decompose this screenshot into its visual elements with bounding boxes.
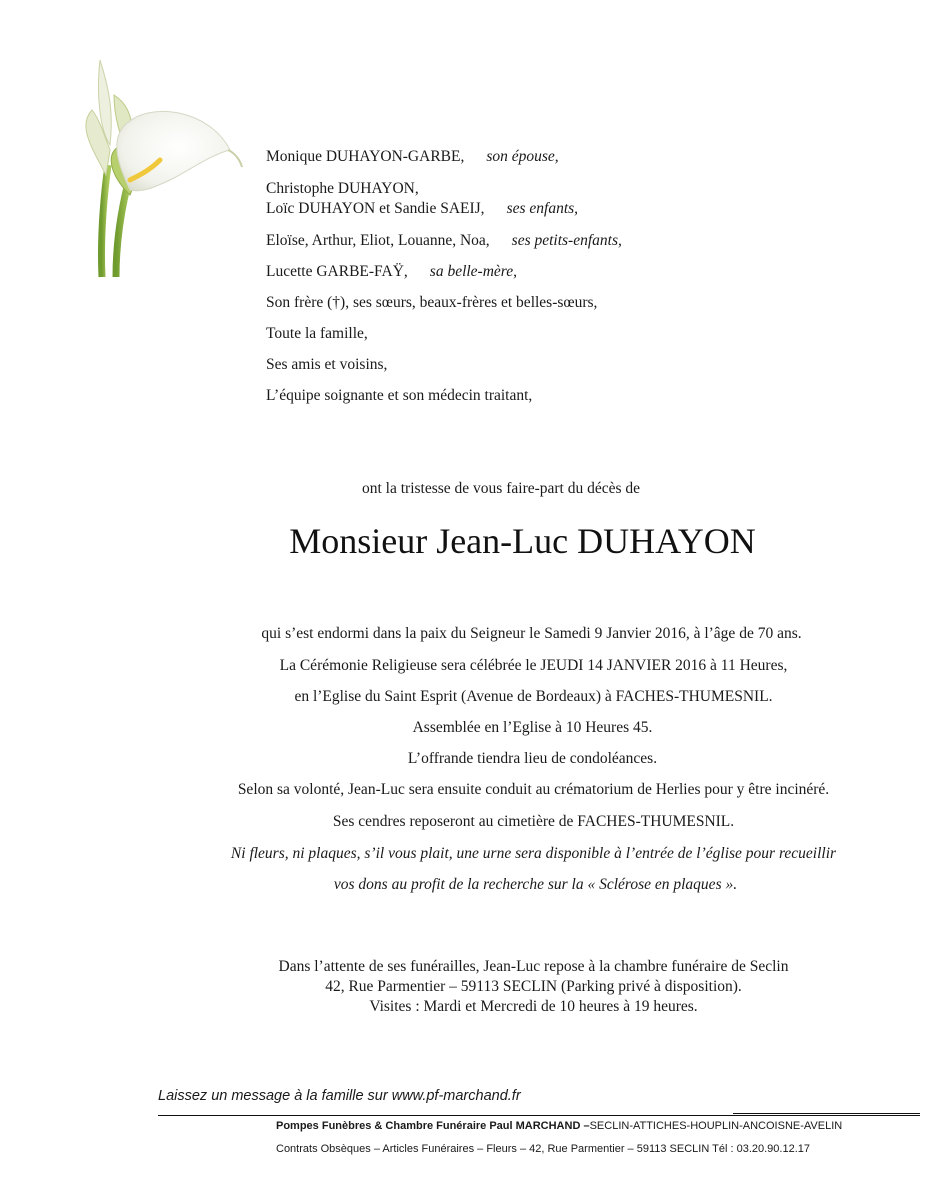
family-entry: Monique DUHAYON-GARBE, son épouse,	[266, 148, 559, 165]
footer-divider	[158, 1115, 920, 1116]
family-entry: Lucette GARBE-FAŸ, sa belle-mère,	[266, 263, 518, 280]
announcement-text: ont la tristesse de vous faire-part du décès de	[362, 480, 641, 497]
detail-line: Ses cendres reposeront au cimetière de FACHES-THUMESNIL.	[332, 813, 735, 830]
detail-line: Assemblée en l’Eglise à 10 Heures 45.	[412, 719, 653, 736]
family-entry: Eloïse, Arthur, Eliot, Louanne, Noa, ses petits-enfants,	[266, 232, 622, 249]
family-entry: Loïc DUHAYON et Sandie SAEIJ, ses enfants,	[266, 200, 579, 217]
visitation-line: Dans l’attente de ses funérailles, Jean-Luc repose à la chambre funéraire de Seclin	[278, 958, 789, 975]
footer-divider	[733, 1113, 920, 1114]
visitation-line: 42, Rue Parmentier – 59113 SECLIN (Parking privé à disposition).	[325, 978, 742, 995]
family-entry: Christophe DUHAYON,	[266, 180, 419, 197]
deceased-name: Monsieur Jean-Luc DUHAYON	[289, 521, 756, 561]
visitation-line: Visites : Mardi et Mercredi de 10 heures à 19 heures.	[369, 998, 698, 1015]
detail-line: La Cérémonie Religieuse sera célébrée le JEUDI 14 JANVIER 2016 à 11 Heures,	[279, 657, 788, 674]
detail-line: qui s’est endormi dans la paix du Seigneur le Samedi 9 Janvier 2016, à l’âge de 70 ans.	[261, 625, 802, 642]
detail-line: Selon sa volonté, Jean-Luc sera ensuite conduit au crématorium de Herlies pour y être incinéré.	[237, 781, 830, 798]
footer-message: Laissez un message à la famille sur www.pf-marchand.fr	[158, 1088, 521, 1104]
request-line: Ni fleurs, ni plaques, s’il vous plait, une urne sera disponible à l’entrée de l’église pour recueillir	[230, 845, 837, 862]
family-entry: Toute la famille,	[266, 325, 368, 342]
detail-line: en l’Eglise du Saint Esprit (Avenue de Bordeaux) à FACHES-THUMESNIL.	[294, 688, 773, 705]
detail-line: L’offrande tiendra lieu de condoléances.	[407, 750, 658, 767]
services-line: Contrats Obsèques – Articles Funéraires – Fleurs – 42, Rue Parmentier – 59113 SECLIN Tél : 03.20.90.12.17	[276, 1143, 810, 1155]
calla-lily-icon	[70, 55, 245, 280]
family-entry: L’équipe soignante et son médecin traitant,	[266, 387, 533, 404]
company-line: Pompes Funèbres & Chambre Funéraire Paul MARCHAND –SECLIN-ATTICHES-HOUPLIN-ANCOISNE-AVELIN	[276, 1120, 843, 1132]
family-entry: Son frère (†), ses sœurs, beaux-frères et belles-sœurs,	[266, 294, 598, 311]
family-entry: Ses amis et voisins,	[266, 356, 388, 373]
request-line: vos dons au profit de la recherche sur la « Sclérose en plaques ».	[333, 876, 738, 893]
